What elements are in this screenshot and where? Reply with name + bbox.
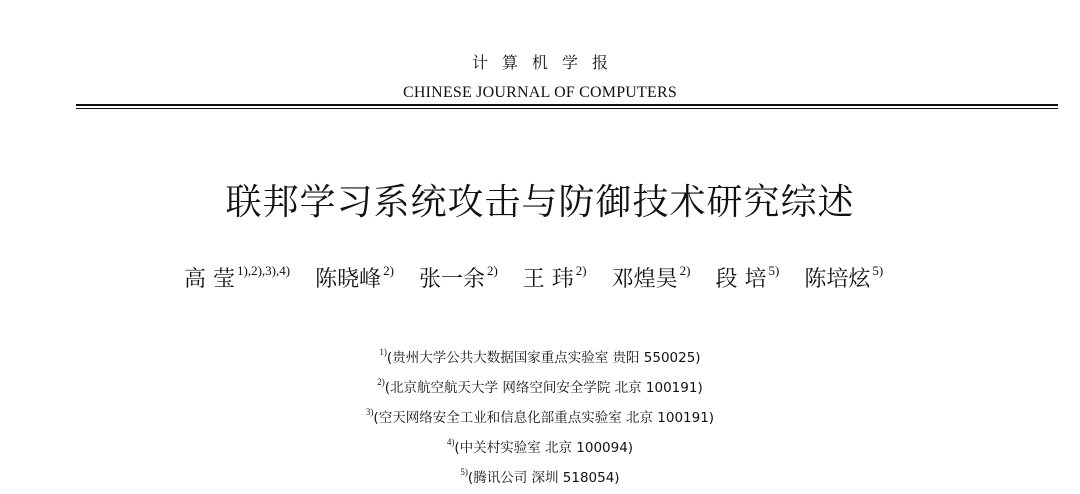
author [184,262,290,293]
journal-name-cn: 计算机学报 [471,53,622,72]
paper-title: 联邦学习系统攻击与防御技术研究综述 [225,182,855,223]
affiliation-list [0,342,1080,492]
affiliation-text: (空天网络安全工业和信息化部重点实验室 北京 100191) [373,410,715,426]
author [315,262,394,293]
journal-name-en: CHINESE JOURNAL OF COMPUTERS [403,84,677,101]
affiliation-mark: 2) [377,377,385,387]
affiliation-mark: 4) [446,437,455,447]
affiliation-text: (腾讯公司 深圳 518054) [467,470,620,486]
author-list [184,262,1004,293]
author-affiliation-mark: 5) [768,263,780,278]
author-name: 邓煌昊 [611,267,678,292]
affiliation-mark: 3) [365,407,374,417]
affiliation-text: (中关村实验室 北京 100094) [454,440,634,456]
author-name: 王 玮 [522,267,574,292]
header-rule-thick [76,104,1058,106]
affiliation-text: (北京航空航天大学 网络空间安全学院 北京 100191) [384,380,703,396]
affiliation [0,342,1080,372]
author-affiliation-mark: 2) [383,263,394,278]
author-affiliation-mark: 1),2),3),4) [237,263,291,278]
affiliation [0,402,1080,432]
affiliation-text: (贵州大学公共大数据国家重点实验室 贵阳 550025) [386,350,701,366]
affiliation [0,372,1080,402]
author-affiliation-mark: 5) [872,263,884,278]
author-name: 段 培 [715,267,767,292]
author-name: 陈晓峰 [315,267,382,292]
author-affiliation-mark: 2) [679,263,691,278]
affiliation-mark: 5) [460,467,468,477]
author-name: 张一余 [418,267,485,292]
author [716,262,780,293]
author [419,262,498,293]
header-rule-thin [76,108,1058,109]
affiliation [0,462,1080,492]
author [523,262,587,293]
author-affiliation-mark: 2) [575,263,587,278]
affiliation [0,432,1080,462]
author-affiliation-mark: 2) [486,263,498,278]
author [612,262,691,293]
author-name: 高 莹 [184,267,235,292]
affiliation-mark: 1) [379,347,387,357]
author [804,262,883,293]
author-name: 陈培炫 [804,267,871,292]
